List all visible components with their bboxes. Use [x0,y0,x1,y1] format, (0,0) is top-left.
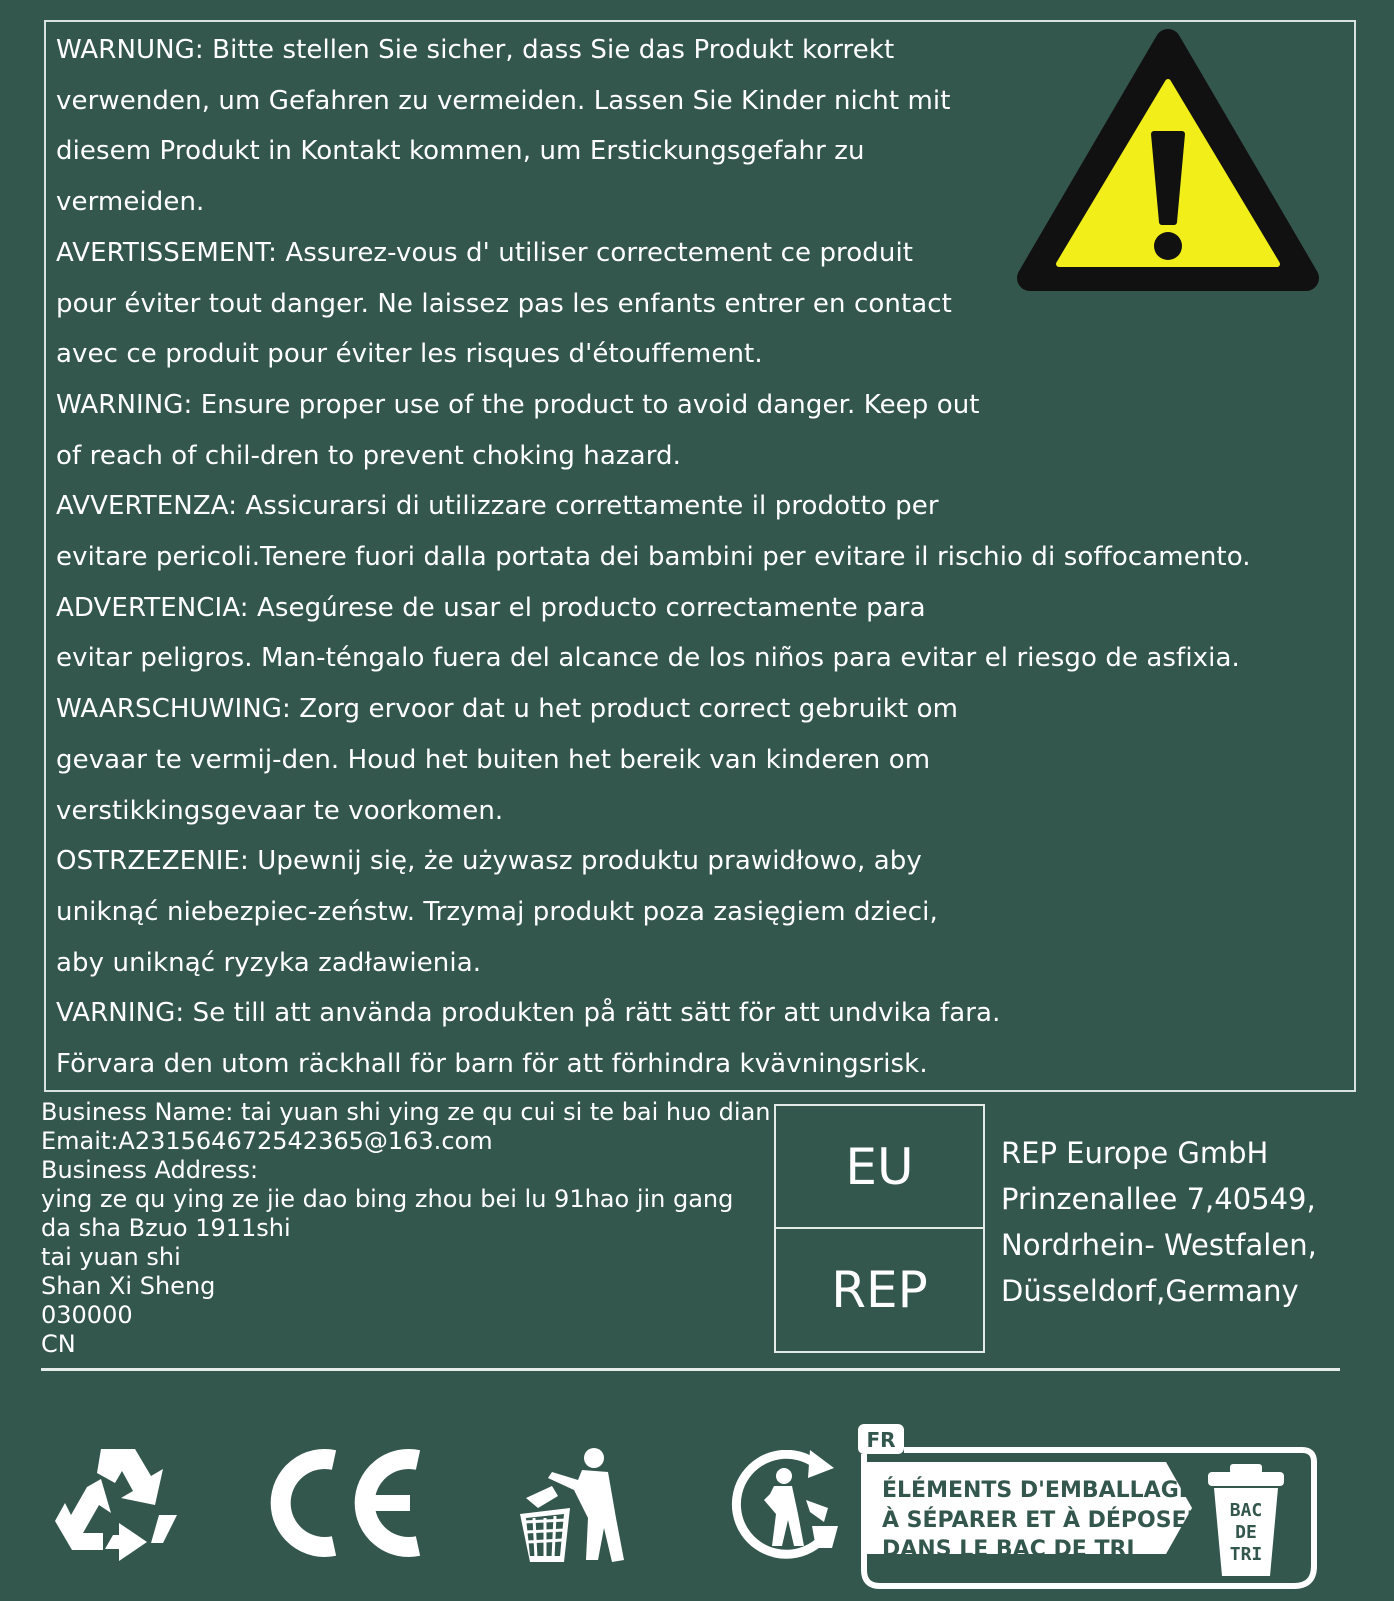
bin-line-1: BAC [1229,1500,1263,1521]
business-line: Emait:A231564672542365@163.com [41,1127,493,1155]
warning-line: WARNUNG: Bitte stellen Sie sicher, dass Sie das Produkt korrekt [56,35,895,65]
warning-line: pour éviter tout danger. Ne laissez pas les enfants entrer en contact [56,288,952,319]
sorting-bin-icon [1208,1464,1284,1576]
warning-line: Förvara den utom räckhall för barn för att förhindra kvävningsrisk. [56,1049,928,1080]
warning-line: aby uniknąć ryzyka zadławienia. [56,947,482,978]
warning-line: VARNING: Se till att använda produkten på rätt sätt för att undvika fara. [56,998,1001,1029]
warning-line: WAARSCHUWING: Zorg ervoor dat u het product correct gebruikt om [56,694,959,725]
warning-line: of reach of chil-dren to prevent choking hazard. [56,440,682,471]
business-line: Business Name: tai yuan shi ying ze qu cui si te bai huo dian [41,1098,771,1126]
rep-address-line: Nordrhein- Westfalen, [1001,1228,1317,1262]
triman-line-3: DANS LE BAC DE TRI [882,1537,1135,1562]
divider [41,1368,1340,1371]
warning-panel [44,20,1356,1092]
warning-line: verstikkingsgevaar te voorkomen. [56,795,504,826]
rep-address-line: Prinzenallee 7,40549, [1001,1182,1316,1216]
triman-icon [728,1450,846,1560]
business-line: tai yuan shi [41,1243,181,1271]
tidy-man-icon [512,1448,628,1565]
triman-line-2: À SÉPARER ET À DÉPOSER [882,1508,1204,1533]
warning-line: AVERTISSEMENT: Assurez-vous d' utiliser correctement ce produit [56,237,914,268]
recycle-icon [55,1443,180,1561]
bin-line-3: TRI [1229,1544,1263,1565]
business-line: da sha Bzuo 1911shi [41,1214,291,1242]
business-line: Shan Xi Sheng [41,1272,216,1300]
business-line: CN [41,1330,76,1358]
warning-line: evitare pericoli.Tenere fuori dalla portata dei bambini per evitare il rischio di soffocamento. [56,542,1251,573]
hazard-warning-icon [1014,24,1322,294]
warning-line: gevaar te vermij-den. Houd het buiten het bereik van kinderen om [56,744,931,775]
business-info [41,1098,770,1359]
warning-line: OSTRZEZENIE: Upewnij się, że używasz produktu prawidłowo, aby [56,846,922,877]
bin-line-2: DE [1235,1522,1257,1543]
warning-line: uniknąć niebezpiec-zeństw. Trzymaj produkt poza zasięgiem dzieci, [56,896,938,927]
ce-mark-icon [262,1447,424,1559]
rep-address [1001,1130,1317,1314]
warning-line: avec ce produit pour éviter les risques d'étouffement. [56,339,763,370]
business-line: Business Address: [41,1156,259,1184]
warning-line: verwenden, um Gefahren zu vermeiden. Lassen Sie Kinder nicht mit [56,85,951,116]
rep-address-line: Düsseldorf,Germany [1001,1274,1299,1308]
warning-line: evitar peligros. Man-téngalo fuera del alcance de los niños para evitar el riesgo de asfixia. [56,643,1240,674]
business-line: 030000 [41,1301,133,1329]
ec-rep-top: EU [845,1137,914,1196]
warning-line: ADVERTENCIA: Asegúrese de usar el producto correctamente para [56,592,926,623]
ec-rep-box [774,1104,985,1353]
warning-line: AVVERTENZA: Assicurarsi di utilizzare correttamente il prodotto per [56,491,939,522]
warning-line: vermeiden. [56,187,205,218]
business-line: ying ze qu ying ze jie dao bing zhou bei lu 91hao jin gang [41,1185,734,1213]
ec-rep-bottom: REP [776,1227,983,1350]
sorting-info-badge [854,1420,1324,1595]
warning-line: diesem Produkt in Kontakt kommen, um Erstickungsgefahr zu [56,136,865,167]
rep-address-line: REP Europe GmbH [1001,1136,1269,1170]
warning-line: WARNING: Ensure proper use of the product to avoid danger. Keep out [56,389,980,420]
triman-line-1: ÉLÉMENTS D'EMBALLAGE [882,1478,1194,1503]
triman-country: FR [866,1428,896,1452]
